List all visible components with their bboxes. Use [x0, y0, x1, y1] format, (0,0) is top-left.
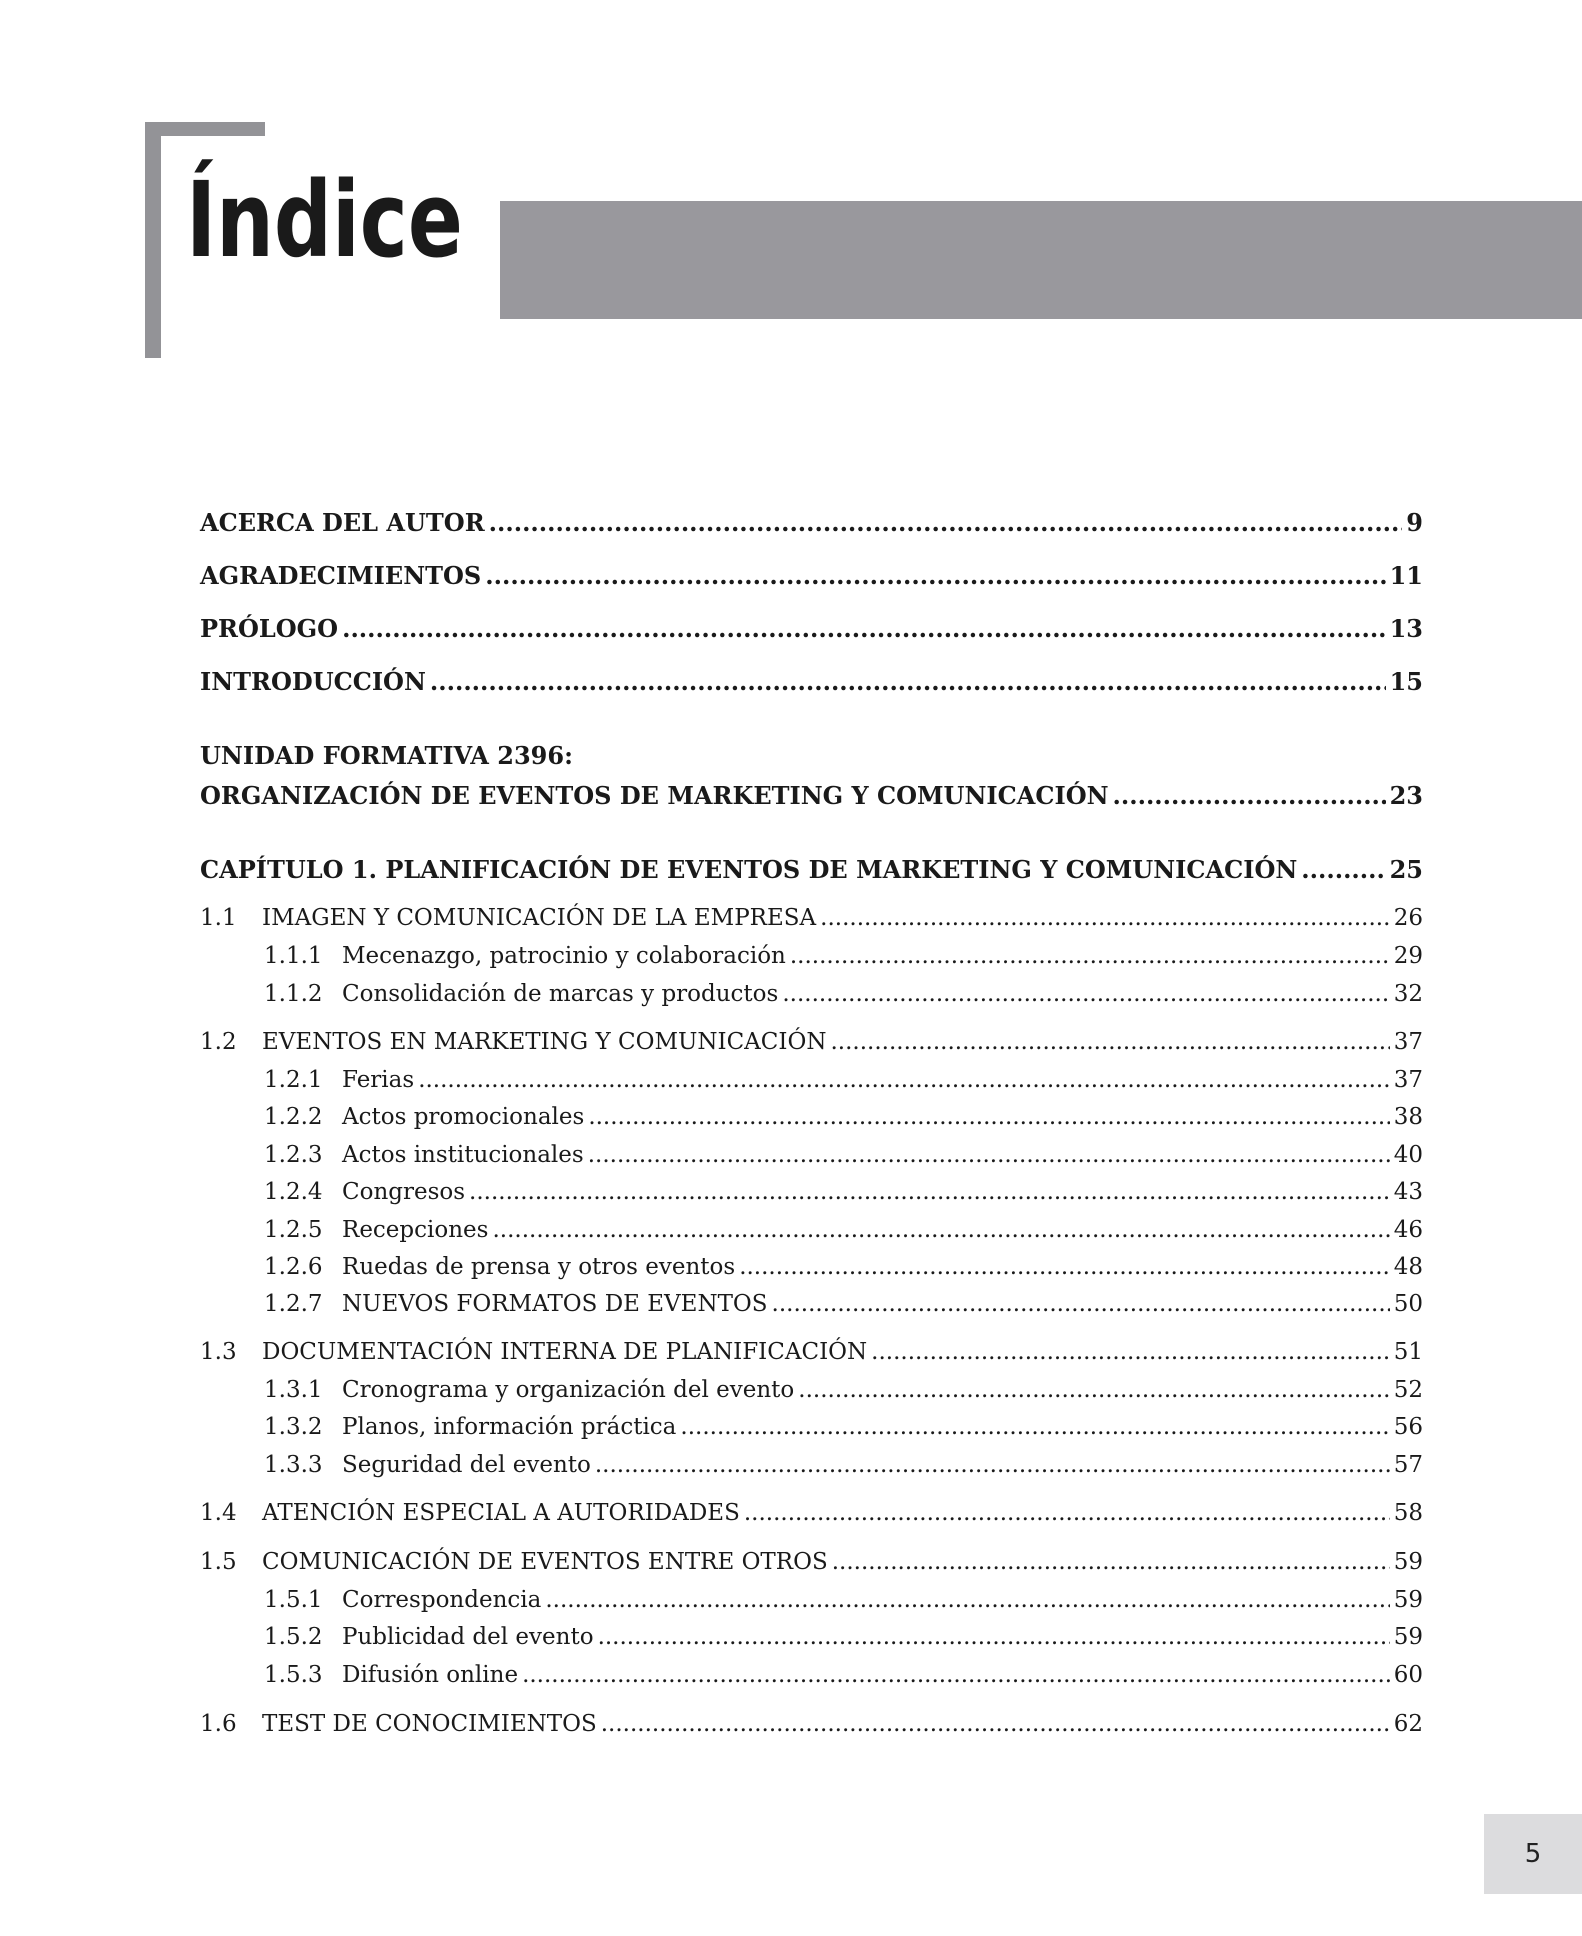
page-number-badge [1484, 1814, 1582, 1894]
toc-entry-page: 58 [1393, 1500, 1423, 1526]
dot-leader [492, 1215, 1389, 1245]
toc-entry-label: Congresos [342, 1179, 466, 1205]
toc-entry-page: 32 [1393, 981, 1423, 1007]
toc-entry-subsection[interactable] [200, 1140, 1423, 1170]
toc-entry-label: NUEVOS FORMATOS DE EVENTOS [342, 1291, 768, 1317]
toc-entry-page: 57 [1393, 1452, 1423, 1478]
toc-entry-page: 13 [1389, 614, 1423, 643]
toc-entry-label: Consolidación de marcas y productos [342, 981, 779, 1007]
toc-entry-page: 43 [1393, 1179, 1423, 1205]
dot-leader [469, 1177, 1390, 1207]
toc-entry-subsection[interactable] [200, 941, 1423, 971]
toc-entry-introduccion[interactable] [200, 667, 1423, 697]
toc-entry-page: 51 [1393, 1339, 1423, 1365]
toc-entry-number: 1.1.2 [264, 981, 323, 1007]
toc-entry-page: 52 [1393, 1377, 1423, 1403]
dot-leader [832, 1547, 1390, 1577]
dot-leader [744, 1498, 1390, 1528]
toc-entry-number: 1.5.1 [264, 1587, 323, 1613]
dot-leader [680, 1412, 1389, 1442]
toc-entry-unit[interactable] [200, 781, 1423, 811]
toc-entry-subsection[interactable] [200, 1177, 1423, 1207]
toc-entry-label: DOCUMENTACIÓN INTERNA DE PLANIFICACIÓN [262, 1339, 868, 1365]
toc-entry-page: 56 [1393, 1414, 1423, 1440]
unit-heading: UNIDAD FORMATIVA 2396: [200, 741, 573, 770]
toc-entry-label: TEST DE CONOCIMIENTOS [262, 1711, 597, 1737]
toc-entry-number: 1.4 [200, 1500, 237, 1526]
toc-entry-label: CAPÍTULO 1. PLANIFICACIÓN DE EVENTOS DE MARKETING Y COMUNICACIÓN [200, 855, 1298, 884]
toc-entry-number: 1.2.1 [264, 1067, 323, 1093]
dot-leader [489, 508, 1403, 538]
toc-entry-page: 26 [1393, 905, 1423, 931]
toc-entry-label: PRÓLOGO [200, 614, 339, 643]
toc-entry-label: Ruedas de prensa y otros eventos [342, 1254, 736, 1280]
toc-entry-subsection[interactable] [200, 1102, 1423, 1132]
page-number: 5 [1524, 1839, 1542, 1869]
toc-entry-number: 1.1.1 [264, 943, 323, 969]
toc-entry-number: 1.2.6 [264, 1254, 323, 1280]
toc-entry-label: COMUNICACIÓN DE EVENTOS ENTRE OTROS [262, 1549, 828, 1575]
dot-leader [871, 1337, 1390, 1367]
toc-entry-section[interactable] [200, 903, 1423, 933]
toc-entry-number: 1.3.1 [264, 1377, 323, 1403]
dot-leader [598, 1622, 1390, 1652]
toc-entry-section[interactable] [200, 1027, 1423, 1057]
toc-entry-subsection[interactable] [200, 1065, 1423, 1095]
dot-leader [739, 1252, 1390, 1282]
toc-entry-subsection[interactable] [200, 1660, 1423, 1690]
title-bracket-horizontal [145, 122, 265, 136]
dot-leader [588, 1140, 1390, 1170]
toc-entry-page: 40 [1393, 1142, 1423, 1168]
toc-entry-page: 37 [1393, 1029, 1423, 1055]
toc-entry-label: Seguridad del evento [342, 1452, 591, 1478]
toc-entry-label: Ferias [342, 1067, 415, 1093]
toc-entry-subsection[interactable] [200, 979, 1423, 1009]
toc-entry-label: Planos, información práctica [342, 1414, 677, 1440]
dot-leader [820, 903, 1390, 933]
page-title: Índice [186, 159, 463, 281]
toc-entry-section[interactable] [200, 1337, 1423, 1367]
toc-entry-subsection[interactable] [200, 1585, 1423, 1615]
toc-entry-number: 1.2.2 [264, 1104, 323, 1130]
toc-entry-label: Actos institucionales [342, 1142, 584, 1168]
toc-entry-section[interactable] [200, 1498, 1423, 1528]
toc-entry-label: Publicidad del evento [342, 1624, 594, 1650]
dot-leader [772, 1289, 1390, 1319]
toc-entry-label: Recepciones [342, 1217, 489, 1243]
toc-entry-label: Difusión online [342, 1662, 519, 1688]
toc-entry-number: 1.2.7 [264, 1291, 323, 1317]
toc-entry-number: 1.3.3 [264, 1452, 323, 1478]
toc-entry-page: 37 [1393, 1067, 1423, 1093]
toc-entry-label: EVENTOS EN MARKETING Y COMUNICACIÓN [262, 1029, 827, 1055]
dot-leader [545, 1585, 1389, 1615]
toc-entry-number: 1.2.4 [264, 1179, 323, 1205]
toc-entry-number: 1.1 [200, 905, 237, 931]
toc-entry-number: 1.2 [200, 1029, 237, 1055]
toc-entry-page: 59 [1393, 1587, 1423, 1613]
dot-leader [782, 979, 1389, 1009]
toc-entry-subsection[interactable] [200, 1215, 1423, 1245]
toc-entry-agradecimientos[interactable] [200, 561, 1423, 591]
toc-entry-page: 46 [1393, 1217, 1423, 1243]
toc-entry-subsection[interactable] [200, 1412, 1423, 1442]
toc-entry-number: 1.5.2 [264, 1624, 323, 1650]
toc-entry-number: 1.5 [200, 1549, 237, 1575]
toc-entry-label: INTRODUCCIÓN [200, 667, 426, 696]
toc-entry-page: 25 [1389, 855, 1423, 884]
toc-entry-page: 9 [1406, 508, 1423, 537]
dot-leader [522, 1660, 1390, 1690]
dot-leader [342, 614, 1386, 644]
toc-entry-page: 38 [1393, 1104, 1423, 1130]
toc-entry-page: 48 [1393, 1254, 1423, 1280]
toc-entry-label: ATENCIÓN ESPECIAL A AUTORIDADES [262, 1500, 740, 1526]
toc-entry-subsection[interactable] [200, 1450, 1423, 1480]
toc-entry-page: 11 [1389, 561, 1423, 590]
toc-entry-prologo[interactable] [200, 614, 1423, 644]
title-bar [500, 201, 1582, 319]
dot-leader [595, 1450, 1390, 1480]
toc-entry-section[interactable] [200, 1547, 1423, 1577]
dot-leader [1301, 855, 1385, 885]
toc-entry-subsection[interactable] [200, 1622, 1423, 1652]
toc-entry-label: IMAGEN Y COMUNICACIÓN DE LA EMPRESA [262, 905, 817, 931]
toc-entry-number: 1.6 [200, 1711, 237, 1737]
dot-leader [588, 1102, 1389, 1132]
toc-entry-label: Actos promocionales [342, 1104, 585, 1130]
toc-entry-page: 59 [1393, 1549, 1423, 1575]
toc-entry-label: ACERCA DEL AUTOR [200, 508, 485, 537]
toc-entry-subsection[interactable] [200, 1375, 1423, 1405]
toc-entry-page: 15 [1389, 667, 1423, 696]
toc-entry-page: 29 [1393, 943, 1423, 969]
dot-leader [485, 561, 1385, 591]
toc-entry-number: 1.3.2 [264, 1414, 323, 1440]
dot-leader [601, 1709, 1390, 1739]
dot-leader [798, 1375, 1389, 1405]
toc-entry-label: Correspondencia [342, 1587, 542, 1613]
toc-entry-subsection[interactable] [200, 1252, 1423, 1282]
toc-entry-number: 1.3 [200, 1339, 237, 1365]
toc-entry-page: 50 [1393, 1291, 1423, 1317]
dot-leader [418, 1065, 1390, 1095]
dot-leader [1113, 781, 1386, 811]
toc-entry-page: 59 [1393, 1624, 1423, 1650]
title-bracket-vertical [145, 122, 161, 358]
dot-leader [430, 667, 1386, 697]
toc-entry-number: 1.5.3 [264, 1662, 323, 1688]
toc-entry-label: Mecenazgo, patrocinio y colaboración [342, 943, 786, 969]
toc-entry-chapter-1[interactable] [200, 855, 1423, 885]
toc-entry-subsection[interactable] [200, 1289, 1423, 1319]
toc-entry-page: 60 [1393, 1662, 1423, 1688]
toc-entry-page: 23 [1389, 781, 1423, 810]
toc-entry-label: AGRADECIMIENTOS [200, 561, 482, 590]
toc-entry-label: Cronograma y organización del evento [342, 1377, 795, 1403]
toc-entry-number: 1.2.5 [264, 1217, 323, 1243]
toc-entry-section[interactable] [200, 1709, 1423, 1739]
toc-entry-label: ORGANIZACIÓN DE EVENTOS DE MARKETING Y COMUNICACIÓN [200, 781, 1109, 810]
toc-entry-number: 1.2.3 [264, 1142, 323, 1168]
toc-entry-acerca-del-autor[interactable] [200, 508, 1423, 538]
dot-leader [830, 1027, 1389, 1057]
toc-entry-page: 62 [1393, 1711, 1423, 1737]
dot-leader [790, 941, 1390, 971]
